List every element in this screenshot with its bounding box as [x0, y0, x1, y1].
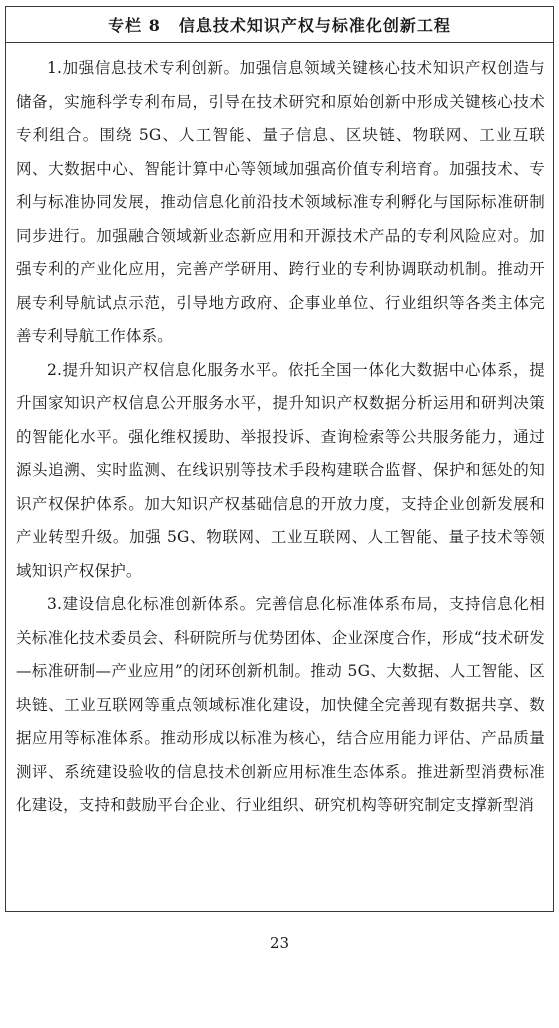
column-label: 专栏 8: [108, 16, 161, 35]
paragraph-standards-system: 3.建设信息化标准创新体系。完善信息化标准体系布局，支持信息化相关标准化技术委员会、科研院所与优势团体、企业深度合作，形成“技术研发—标准研制—产业应用”的闭环创新机制。推动 5G、大数据、人工智能、区块链、工业互联网等重点领域标准化建设，加快健全完善现有数据共享、数据应用等标准体系。推动形成以标准为核心，结合应用能力评估、产品质量测评、系统建设验收的信息技术创新应用标准生态体系。推进新型消费标准化建设，支持和鼓励平台企业、行业组织、研究机构等研究制定支撑新型消: [16, 595, 545, 814]
page-number: 23: [269, 934, 290, 952]
column-header: [6, 7, 553, 43]
column-title: 信息技术知识产权与标准化创新工程: [178, 16, 451, 35]
paragraph-ip-service: 2.提升知识产权信息化服务水平。依托全国一体化大数据中心体系，提升国家知识产权信息公开服务水平，提升知识产权数据分析运用和研判决策的智能化水平。强化维权援助、举报投诉、查询检索等公共服务能力，通过源头追溯、实时监测、在线识别等技术手段构建联合监督、保护和惩处的知识产权保护体系。加大知识产权基础信息的开放力度，支持企业创新发展和产业转型升级。加强 5G、物联网、工业互联网、人工智能、量子技术等领域知识产权保护。: [16, 360, 545, 580]
column-box: [5, 6, 554, 912]
paragraph-patent-innovation: 1.加强信息技术专利创新。加强信息领域关键核心技术知识产权创造与储备，实施科学专利布局，引导在技术研究和原始创新中形成关键核心技术专利组合。围绕 5G、人工智能、量子信息、区块链、物联网、工业互联网、大数据中心、智能计算中心等领域加强高价值专利培育。加强技术、专利与标准协同发展，推动信息化前沿技术领域标准专利孵化与国际标准研制同步进行。加强融合领域新业态新应用和开源技术产品的专利风险应对。加强专利的产业化应用，完善产学研用、跨行业的专利协调联动机制。推动开展专利导航试点示范，引导地方政府、企事业单位、行业组织等各类主体完善专利导航工作体系。: [16, 59, 545, 345]
column-body: [6, 43, 553, 823]
